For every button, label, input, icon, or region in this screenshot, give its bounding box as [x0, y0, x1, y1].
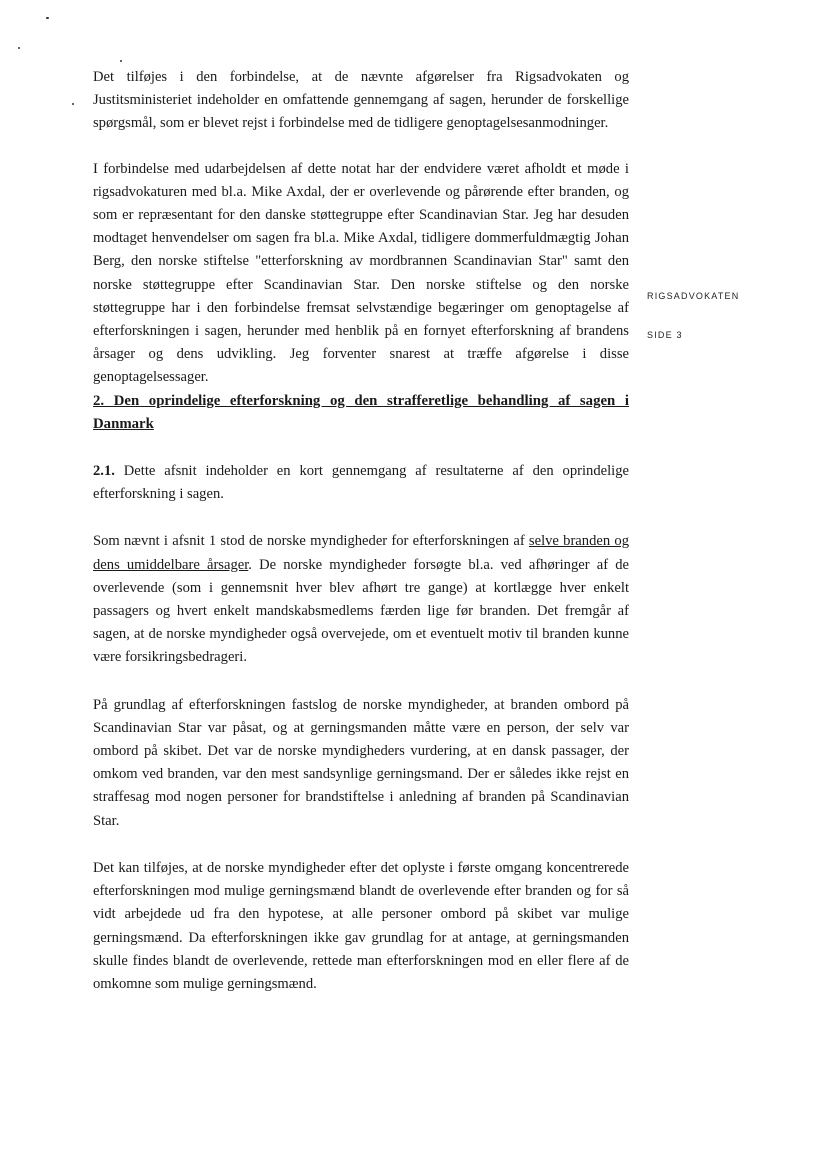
scan-speck — [120, 60, 122, 62]
paragraph-addendum: Det tilføjes i den forbindelse, at de nævnte afgørelser fra Rigsadvokaten og Justitsministeriet indeholder en omfattende gennemgang af sagen, herunder de forskellige spørgsmål, som er blevet rejst i forbindelse med de tidligere genoptagelsesanmodninger. — [93, 69, 629, 132]
document-body — [93, 66, 629, 996]
paragraph-text-post: . De norske myndigheder forsøgte bl.a. ved afhøringer af de overlevende (som i gennemsnit hver blev afhørt tre gange) at kortlægge hver enkelt passagers og hvert enkelt mandskabsmedlems færden lige før branden. Det fremgår af sagen, at de norske myndigheder også overvejede, om et eventuelt motiv til branden kunne være forsikringsbedrageri. — [93, 556, 629, 666]
underlined-phrase: selve branden og dens umiddelbare årsager — [93, 533, 629, 573]
scan-speck — [46, 17, 49, 19]
section-intro-text: Dette afsnit indeholder en kort gennemgang af resultaterne af den oprindelige efterforskning i sagen. — [93, 463, 629, 503]
sidebar-page-number: SIDE 3 — [647, 330, 683, 340]
paragraph-hypothesis: Det kan tilføjes, at de norske myndigheder efter det oplyste i første omgang koncentrerede efterforskningen mod mulige gerningsmænd blandt de overlevende efter branden og for så vidt arbejdede ud fra den hypotese, at alle personer ombord på skibet var mulige gerningsmænd. Da efterforskningen ikke gav grundlag for at antage, at gerningsmanden skulle findes blandt de overlevende, rettede man efterforskningen mod en eller flere af de omkomne som mulige gerningsmænd. — [93, 859, 629, 992]
section-number: 2.1. — [93, 463, 115, 480]
paragraph-norwegian-investigation — [93, 530, 629, 669]
paragraph-findings: På grundlag af efterforskningen fastslog de norske myndigheder, at branden ombord på Scandinavian Star var påsat, og at gerningsmanden måtte være en person, der selv var ombord på skibet. Det var de norske myndigheders vurdering, at en dansk passager, der omkom ved branden, var den mest sandsynlige gerningsmand. Der er således ikke rejst en straffesag mod nogen personer for brandstiftelse i anledning af branden på Scandinavian Star. — [93, 696, 629, 829]
paragraph-section-intro — [93, 460, 629, 506]
paragraph-meeting: I forbindelse med udarbejdelsen af dette notat har der endvidere været afholdt et møde i rigsadvokaturen med bl.a. Mike Axdal, der er overlevende og pårørende efter branden, og som er repræsentant for den danske støttegruppe efter Scandinavian Star. Jeg har desuden modtaget henvendelser om sagen fra bl.a. Mike Axdal, tidligere dommerfuldmægtig Johan Berg, den norske stiftelse "etterforskning av mordbrannen Scandinavian Star" samt den norske støttegruppe efter Scandinavian Star. Den norske stiftelse og den norske støttegruppe har i den forbindelse fremsat selvstændige begæringer om genoptagelse af efterforskningen i sagen, herunder med henblik på en fornyet efterforskning af brandens årsager og dens udvikling. Jeg forventer snarest at træffe afgørelse i disse genoptagelsessager. — [93, 160, 629, 386]
paragraph-text-pre: Som nævnt i afsnit 1 stod de norske myndigheder for efterforskningen af — [93, 533, 529, 550]
scan-speck — [72, 103, 74, 105]
section-heading: 2. Den oprindelige efterforskning og den strafferetlige behandling af sagen i Danmark — [93, 392, 629, 432]
scan-speck — [18, 47, 20, 49]
sidebar-organization: RIGSADVOKATEN — [647, 291, 740, 301]
